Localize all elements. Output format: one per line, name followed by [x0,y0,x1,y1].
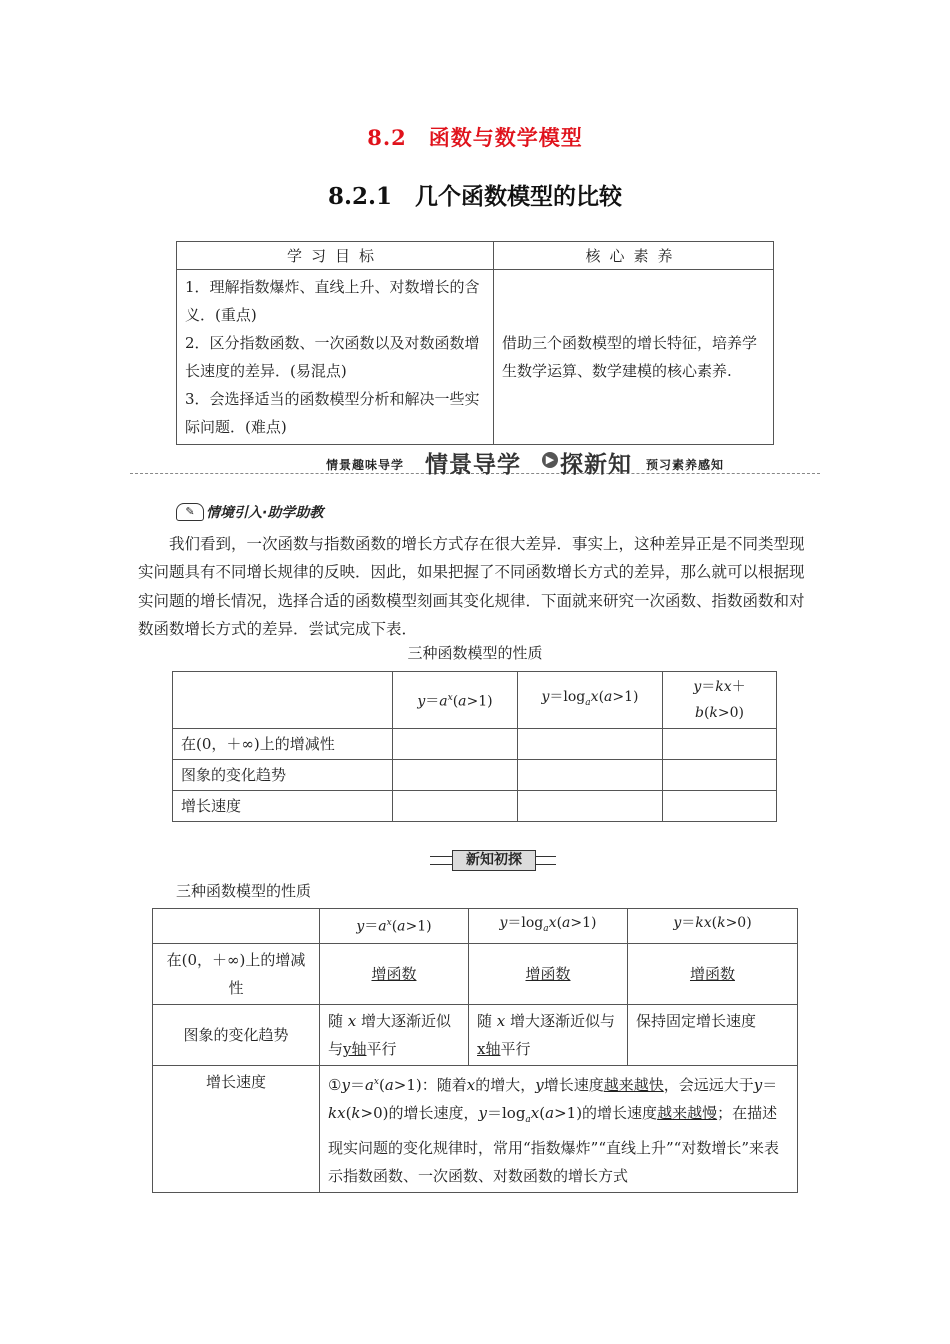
t1-cell[interactable] [663,791,777,822]
answer-increasing: 增函数 [371,964,417,983]
answer-slower: 越来越慢 [657,1103,718,1122]
trend-text: 增大逐渐近似与 [328,1011,452,1058]
t1-cell[interactable] [393,760,518,791]
trend-text: 增大逐渐近似与 [510,1011,616,1030]
t2-speed-description: $①y=a^x(a>1)$：随着x的增大，y增长速度越来越快，会远远大于y＝kx(k>0)的增长速度，$y=\log_ax(a>1)$的增长速度越来越慢；在描述现实问题的变化规律时，常用“指数爆炸”“直线上升”“对数增长”来表示指数函数、一次函数、对数函数的增长方式 [320,1065,798,1192]
t1-cell[interactable] [393,729,518,760]
trend-text: 随 [477,1011,493,1030]
t2-corner [153,909,320,944]
t2-col-exp: $y=a^x(a>1)$ [320,909,469,944]
banner-right-caption: 预习素养感知 [646,458,725,472]
answer-faster: 越来越快 [603,1075,664,1094]
speed-text: 增长速度 [543,1075,604,1094]
answer-y-axis: y轴 [343,1039,367,1058]
chevron-right-icon: ▶ [542,452,558,468]
speed-text: 的增长速度 [582,1103,658,1122]
t2-col-linear: y＝kx(k>0) [628,909,798,944]
t2-row-monotonicity: 在(0，＋∞)上的增减性 [153,943,320,1004]
label-left-bar [430,856,452,865]
trend-text: 平行 [366,1039,397,1058]
t2-log-trend: 随 x 增大逐渐近似与x轴平行 [469,1004,628,1065]
t1-cell[interactable] [518,791,663,822]
answer-x-axis: x轴 [477,1039,501,1058]
table2-caption: 三种函数模型的性质 [176,882,312,900]
speed-text: 的增长速度， [388,1103,479,1122]
new-knowledge-label [430,850,556,870]
label-right-bar [534,856,556,865]
t2-col-log: $y=\log_ax(a>1)$ [469,909,628,944]
t1-col-exp: $y=a^x(a>1)$ [393,672,518,729]
goal-1: 1．理解指数爆炸、直线上升、对数增长的含义．(重点) [185,278,480,324]
pen-icon: ✎ [176,503,204,521]
t1-col-log: $y=\log_ax(a>1)$ [518,672,663,729]
banner-title-left: 情景导学 [425,452,521,478]
t2-exp-trend: 随 x 增大逐渐近似与y轴平行 [320,1004,469,1065]
core-literacy-header: 核心素养 [494,242,774,270]
objectives-header: 学习目标 [177,242,494,270]
intro-heading: 情境引入·助学助教 [206,505,324,521]
t2-row-trend: 图象的变化趋势 [153,1004,320,1065]
banner-title-right: 探新知 [560,452,632,478]
core-literacy-text: 借助三个函数模型的增长特征，培养学生数学运算、数学建模的核心素养. [494,270,774,445]
properties-blank-table [172,671,777,822]
answer-increasing: 增函数 [525,964,571,983]
t1-row-speed: 增长速度 [173,791,393,822]
t2-linear-monotonicity [628,943,798,1004]
speed-text: ，会远远大于 [663,1075,754,1094]
objectives-table [176,241,774,445]
banner-left-caption: 情景趣味导学 [326,458,405,472]
subsection-title: 8.2.1 几个函数模型的比较 [327,183,623,210]
t1-cell[interactable] [518,729,663,760]
t1-col-linear: y＝kx＋ b(k>0) [663,672,777,729]
t2-row-speed: 增长速度 [153,1065,320,1192]
t2-linear-trend: 保持固定增长速度 [628,1004,798,1065]
properties-answer-table [152,908,798,1193]
t1-cell[interactable] [393,791,518,822]
t2-exp-monotonicity [320,943,469,1004]
t1-cell[interactable] [518,760,663,791]
goal-3: 3．会选择适当的函数模型分析和解决一些实际问题．(难点) [185,390,480,436]
section-banner [130,446,820,482]
t1-corner [173,672,393,729]
trend-text: 平行 [500,1039,531,1058]
section-title: 8.2 函数与数学模型 [367,125,583,150]
objectives-list [177,270,494,445]
speed-text: ；在描述现实问题的变化规律时，常用“指数爆炸”“直线上升”“对数增长”来表示指数函数、一次函数、对数函数的增长方式 [328,1103,780,1185]
trend-text: 随 [328,1011,344,1030]
speed-text: 的增大， [475,1075,536,1094]
new-knowledge-text: 新知初探 [452,850,536,871]
intro-paragraph: 我们看到，一次函数与指数函数的增长方式存在很大差异．事实上，这种差异正是不同类型现实问题具有不同增长规律的反映．因此，如果把握了不同函数增长方式的差异，那么就可以根据现实问题的增长情况，选择合适的函数模型刻画其变化规律．下面就来研究一次函数、指数函数和对数函数增长方式的差异．尝试完成下表． [138,535,805,639]
answer-increasing: 增函数 [689,964,735,983]
t1-row-monotonicity: 在(0，＋∞)上的增减性 [173,729,393,760]
table1-caption: 三种函数模型的性质 [407,644,543,662]
goal-2: 2．区分指数函数、一次函数以及对数函数增长速度的差异．(易混点) [185,334,480,380]
speed-text: ：随着 [421,1075,467,1094]
t1-cell[interactable] [663,760,777,791]
t2-log-monotonicity [469,943,628,1004]
t1-cell[interactable] [663,729,777,760]
t1-row-trend: 图象的变化趋势 [173,760,393,791]
